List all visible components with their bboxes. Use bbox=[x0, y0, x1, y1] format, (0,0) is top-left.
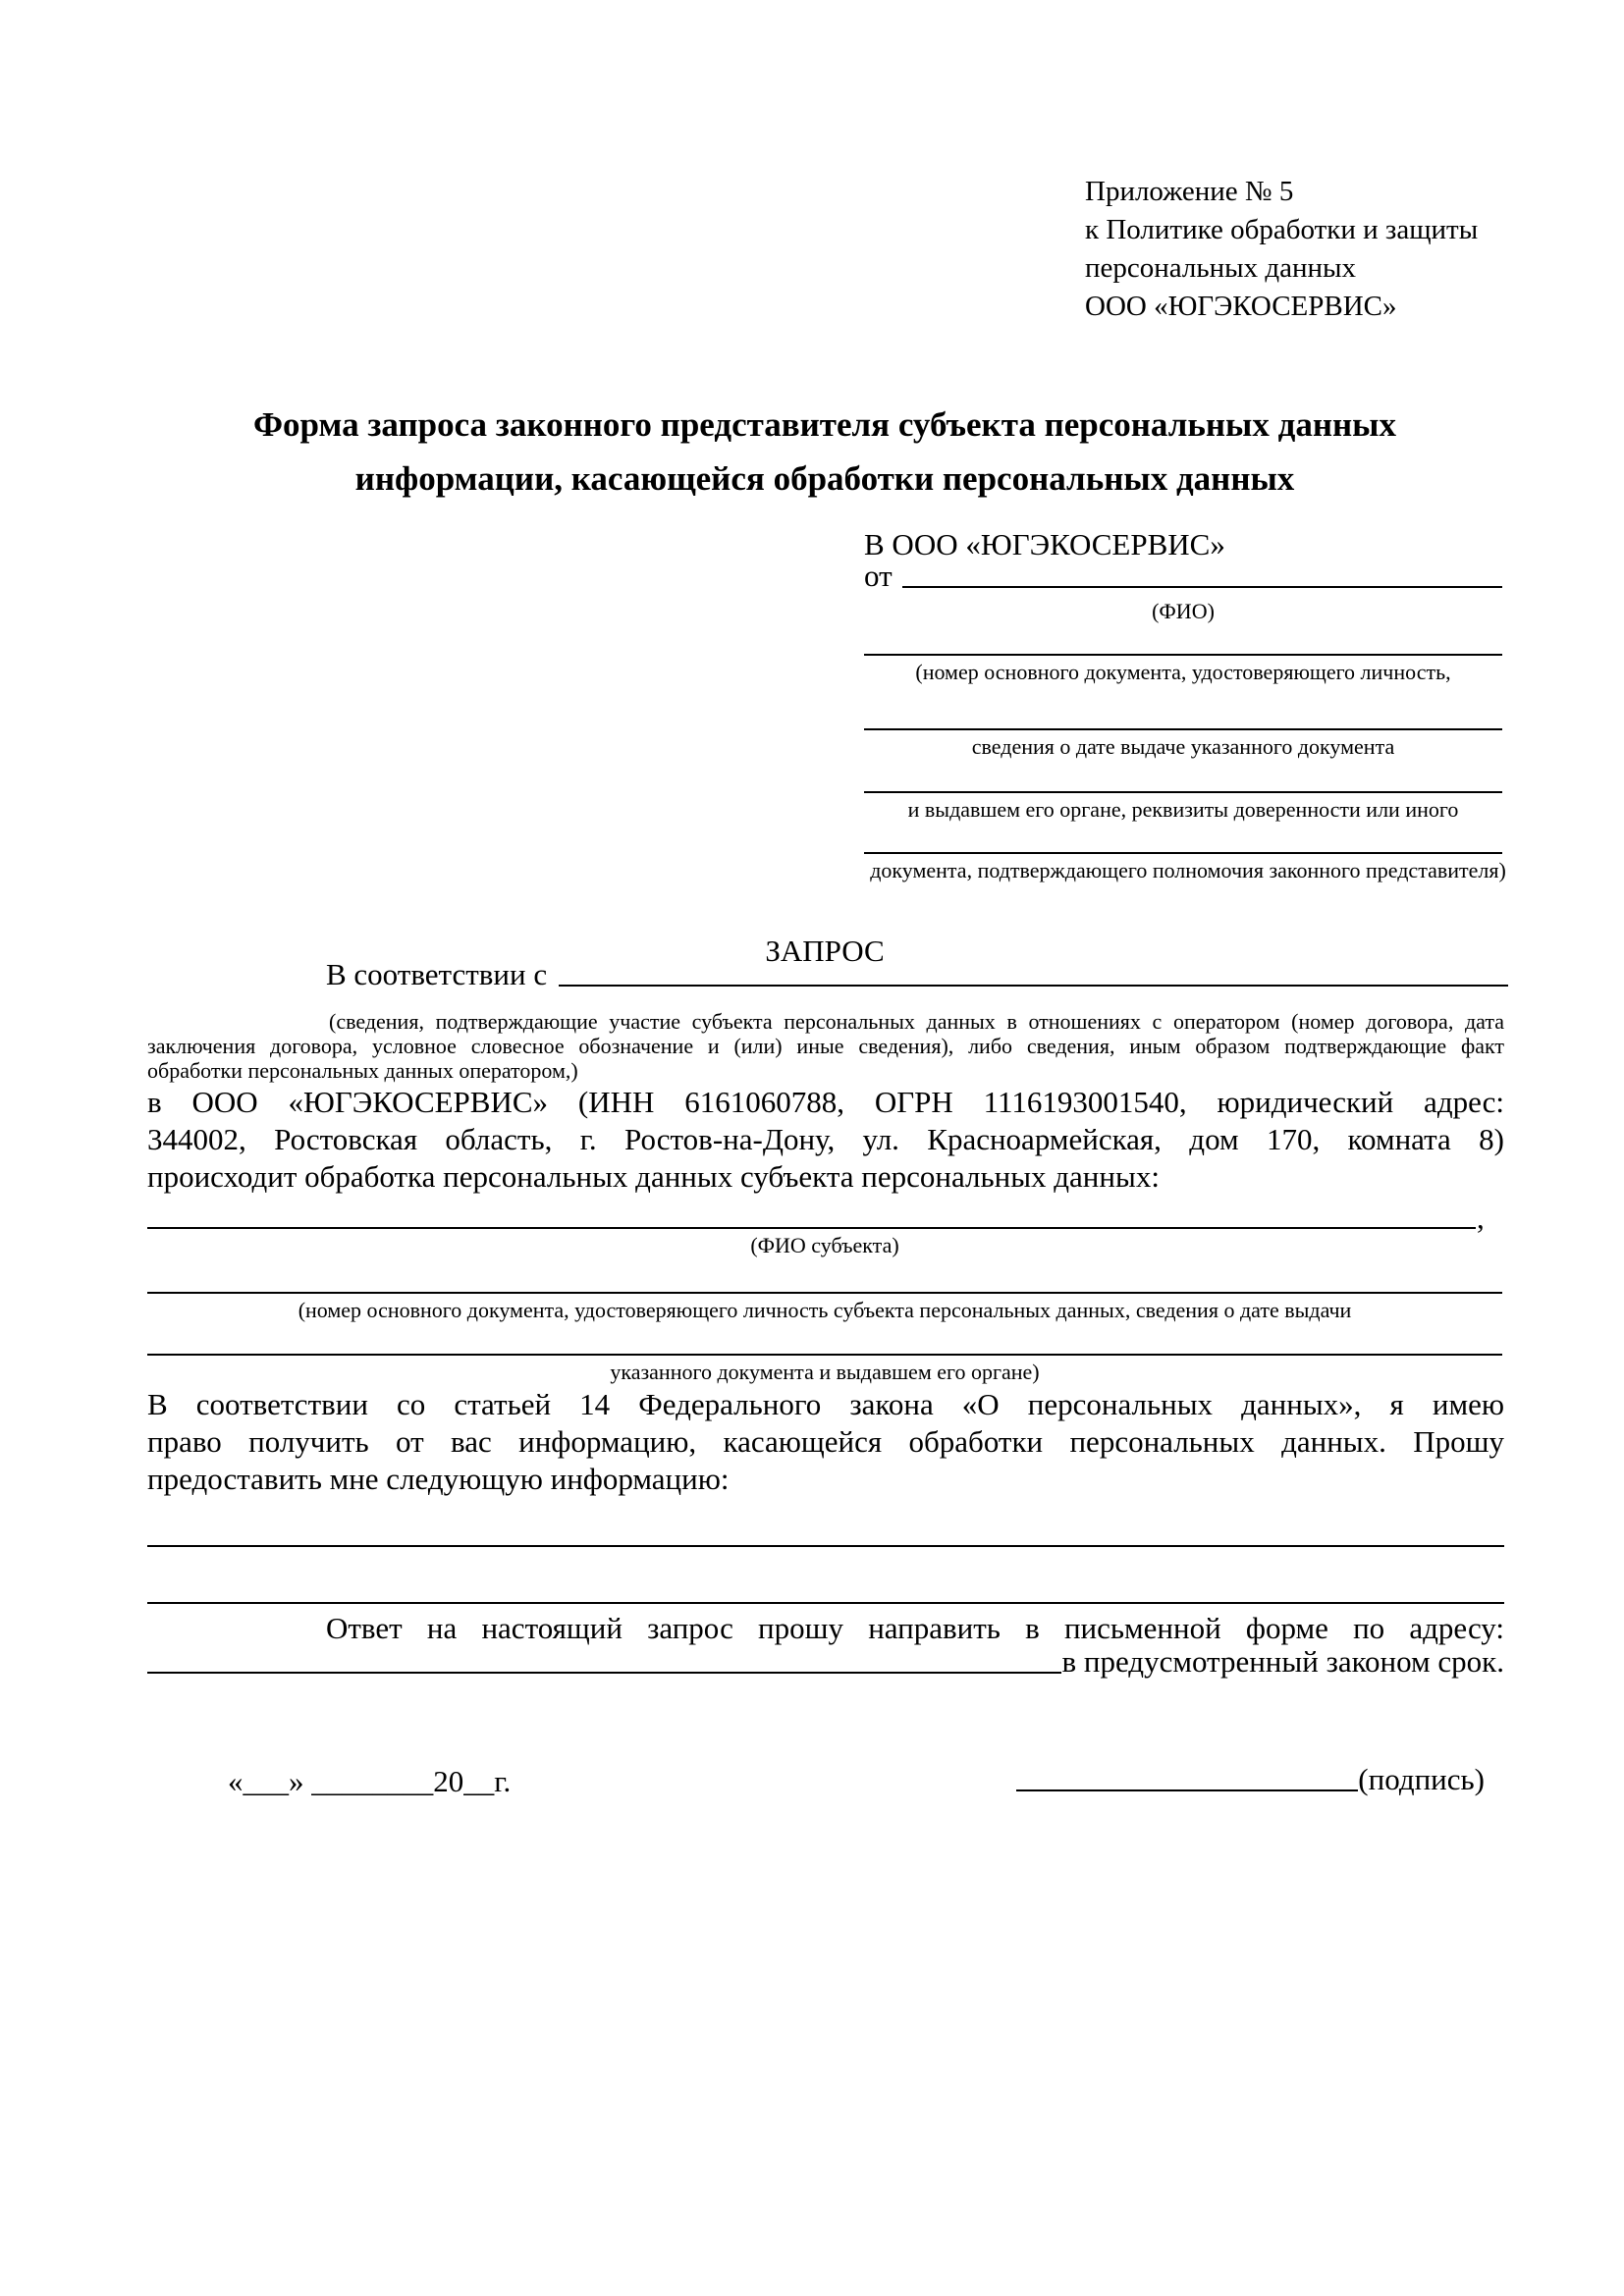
appendix-note-line-1: Приложение № 5 bbox=[1085, 176, 1294, 207]
operator-line-3: происходит обработка персональных данных субъекта персональных данных: bbox=[147, 1159, 1160, 1194]
info-blank-line-1 bbox=[147, 1545, 1504, 1547]
operator-line-2: 344002, Ростовская область, г. Ростов-на-Дону, ул. Красноармейская, дом 170, комната 8) bbox=[147, 1122, 1504, 1156]
subject-fio-comma: , bbox=[1477, 1201, 1485, 1235]
subject-doc-caption-1: (номер основного документа, удостоверяющего личность субъекта персональных данных, сведения о дате выдачи bbox=[298, 1298, 1352, 1322]
law-paragraph bbox=[147, 1386, 1504, 1498]
doc-caption-4: документа, подтверждающего полномочия законного представителя) bbox=[870, 858, 1506, 882]
appendix-note bbox=[1085, 173, 1517, 326]
form-title-line-2: информации, касающейся обработки персональных данных bbox=[354, 459, 1295, 498]
reply-address-blank-line bbox=[147, 1645, 1061, 1674]
intro-caption-line-1: (сведения, подтверждающие участие субъекта персональных данных в отношениях с оператором (номер договора, дата bbox=[329, 1009, 1504, 1034]
intro-row bbox=[147, 958, 1508, 991]
subject-fio-blank-line bbox=[147, 1227, 1476, 1229]
operator-line-1: в ООО «ЮГЭКОСЕРВИС» (ИНН 6161060788, ОГРН 1116193001540, юридический адрес: bbox=[147, 1085, 1504, 1119]
doc-blank-line-1 bbox=[864, 654, 1502, 656]
intro-caption bbox=[147, 1009, 1504, 1083]
signature-blank-line bbox=[1016, 1763, 1358, 1791]
intro-caption-line-3: обработки персональных данных оператором,) bbox=[147, 1058, 578, 1083]
doc-blank-line-4 bbox=[864, 852, 1502, 854]
operator-paragraph bbox=[147, 1084, 1504, 1196]
doc-caption-3: и выдавшем его органе, реквизиты доверенности или иного bbox=[907, 797, 1459, 822]
info-blank-line-2 bbox=[147, 1602, 1504, 1604]
subject-fio-caption: (ФИО субъекта) bbox=[750, 1233, 899, 1257]
intro-label: В соответствии с bbox=[326, 957, 548, 991]
reply-sentence: Ответ на настоящий запрос прошу направить в письменной форме по адресу: bbox=[326, 1611, 1504, 1645]
date-blank: «___» ________20__г. bbox=[228, 1764, 512, 1798]
subject-doc-blank-line-1 bbox=[147, 1292, 1502, 1294]
law-line-2: право получить от вас информацию, касающейся обработки персональных данных. Прошу bbox=[147, 1424, 1504, 1459]
form-title bbox=[147, 398, 1502, 506]
intro-blank-line bbox=[559, 958, 1508, 987]
from-label: от bbox=[864, 559, 893, 593]
from-blank-line bbox=[902, 560, 1502, 588]
doc-blank-line-3 bbox=[864, 791, 1502, 793]
law-line-3: предоставить мне следующую информацию: bbox=[147, 1462, 730, 1496]
from-field-row bbox=[864, 560, 1502, 593]
reply-tail: в предусмотренный законом срок. bbox=[1061, 1644, 1504, 1679]
addressee-org: В ООО «ЮГЭКОСЕРВИС» bbox=[864, 527, 1225, 561]
intro-caption-line-2: заключения договора, условное словесное обозначение и (или) иные сведения), либо сведения, иным образом подтверждающие факт bbox=[147, 1034, 1504, 1058]
signature-row bbox=[1016, 1763, 1485, 1796]
doc-caption-2: сведения о дате выдаче указанного документа bbox=[971, 734, 1395, 759]
subject-doc-caption-2: указанного документа и выдавшем его органе) bbox=[610, 1360, 1040, 1384]
appendix-note-line-2: к Политике обработки и защиты bbox=[1085, 214, 1479, 245]
law-line-1: В соответствии со статьей 14 Федерального закона «О персональных данных», я имею bbox=[147, 1387, 1504, 1421]
form-title-line-1: Форма запроса законного представителя субъекта персональных данных bbox=[253, 405, 1396, 444]
subject-doc-blank-line-2 bbox=[147, 1354, 1502, 1356]
fio-caption: (ФИО) bbox=[1152, 599, 1215, 623]
doc-blank-line-2 bbox=[864, 728, 1502, 730]
doc-caption-1: (номер основного документа, удостоверяющего личность, bbox=[915, 660, 1451, 684]
signature-caption: (подпись) bbox=[1358, 1762, 1485, 1796]
appendix-note-line-3: персональных данных bbox=[1085, 252, 1357, 284]
request-heading: ЗАПРОС bbox=[765, 934, 885, 968]
reply-address-row bbox=[147, 1645, 1504, 1679]
appendix-note-line-4: ООО «ЮГЭКОСЕРВИС» bbox=[1085, 291, 1397, 322]
